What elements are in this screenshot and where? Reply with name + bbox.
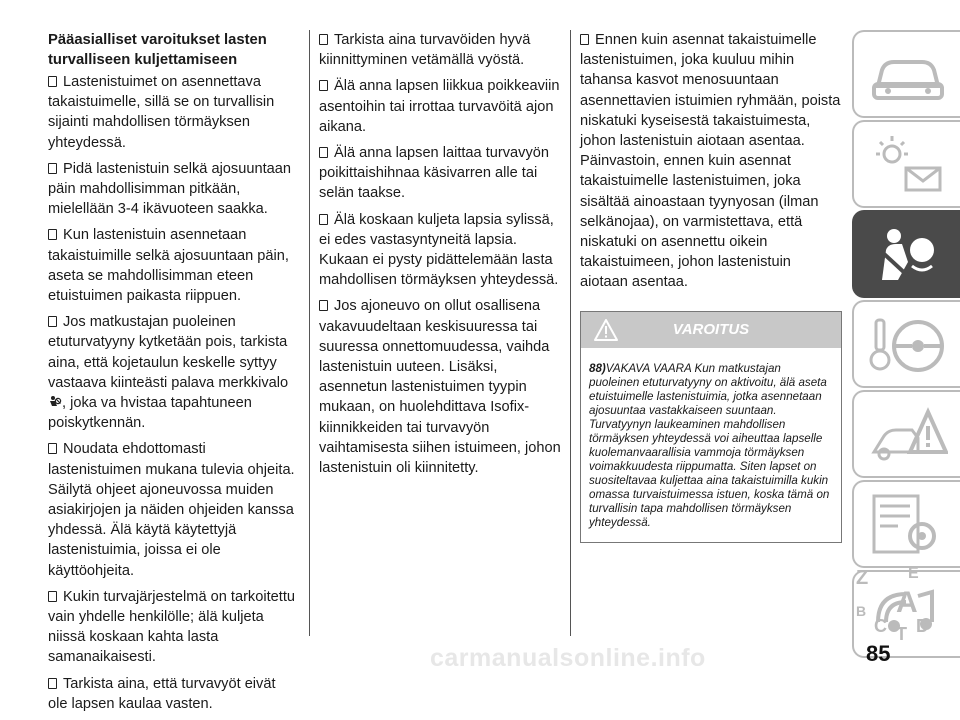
bullet-item: Tarkista aina turvavöiden hyvä kiinnittyminen vetämällä vyöstä. <box>319 32 531 69</box>
column-3 <box>580 30 842 543</box>
checkbox-bullet-icon <box>580 34 589 45</box>
maintenance-icon <box>868 492 948 558</box>
warning-header <box>581 312 841 348</box>
bullet-item: Kukin turvajärjestelmä on tarkoitettu vain yhdelle henkilölle; älä kuljeta niissä koskaan kahta lasta samanaikaisesti. <box>48 588 295 666</box>
bullet-item: Noudata ehdottomasti lastenistuimen mukana tulevia ohjeita. Säilytä ohjeet ajoneuvossa muiden asiakirjojen ja näiden ohjeiden kanssa yhdessä. Älä käytä käytettyjä lastenistuimia, joissa ei ole käyttöohjeita. <box>48 441 295 579</box>
index-letter: B <box>856 603 867 619</box>
watermark: carmanualsonline.info <box>430 644 706 672</box>
index-letter: Z <box>856 567 869 589</box>
tab-safety[interactable] <box>852 210 960 298</box>
warning-body <box>581 348 841 542</box>
warning-box <box>580 311 842 543</box>
warning-text: VAKAVA VAARA Kun matkustajan puoleinen etuturvatyyny on aktivoitu, älä aseta etuistuimelle lastenistuimia, jotka asennetaan ajosuuntaa vastakkaiseen suuntaan. Turvatyynyn laukeaminen mahdollisen törmäyksen yhteydessä voi aiheuttaa lapselle kuolemanvaarallisia vammoja törmäyksen voimakkuudesta riippumatta. Siten lapset on suositeltavaa kuljettaa aina takaistuimilla kukin omassa turvaistuimessa istuen, koska tämä on turvallisin tapa mahdollisen törmäyksen yhteydessä. <box>589 361 830 529</box>
index-letter: E <box>908 565 919 582</box>
page-number: 85 <box>866 641 891 666</box>
bullet-item: Ennen kuin asennat takaistuimelle lastenistuimen, joka kuuluu mihin tahansa kasvot menosuuntaan asennettavien istuimien ryhmään, poista niskatuki kyseisestä takaistuimesta, johon lastenistuin aiotaan asentaa. Päinvastoin, ennen kuin asennat takaistuimelle lastenistuimen, joka sisältää ainoastaan tyynyosan (ilman selkänojaa), on varmistettava, että niskatuki on asennettu oikein takaistuimeen, johon lastenistuin aiotaan asentaa. <box>580 32 841 291</box>
checkbox-bullet-icon <box>319 147 328 158</box>
checkbox-bullet-icon <box>319 34 328 45</box>
checkbox-bullet-icon <box>319 214 328 225</box>
warning-lights-icon <box>868 132 948 198</box>
key-steering-icon <box>868 312 948 378</box>
tab-dashboard-lights[interactable] <box>852 120 960 208</box>
tab-starting-driving[interactable] <box>852 300 960 388</box>
breakdown-triangle-icon <box>868 402 948 468</box>
checkbox-bullet-icon <box>319 80 328 91</box>
column-divider-1 <box>309 30 310 636</box>
bullet-item: Pidä lastenistuin selkä ajosuuntaan päin mahdollisimman pitkään, mielellään 3-4 ikävuoteen saakka. <box>48 160 291 218</box>
checkbox-bullet-icon <box>48 76 57 87</box>
checkbox-bullet-icon <box>48 163 57 174</box>
section-heading: Pääasialliset varoitukset lasten turvalliseen kuljettamiseen <box>48 32 267 68</box>
column-divider-2 <box>570 30 571 636</box>
tab-maintenance[interactable] <box>852 480 960 568</box>
checkbox-bullet-icon <box>48 229 57 240</box>
bullet-item: Kun lastenistuin asennetaan takaistuimille selkä ajosuuntaan päin, aseta se mahdollisimman eteen etuistuimen paikasta riippuen. <box>48 227 289 305</box>
airbag-off-warning-icon <box>48 395 62 409</box>
checkbox-bullet-icon <box>319 300 328 311</box>
column-2 <box>319 30 569 484</box>
index-tab[interactable] <box>852 560 960 640</box>
bullet-item: Jos ajoneuvo on ollut osallisena vakavuudeltaan keskisuuressa tai suuressa onnettomuudessa, vaihda lastenistuin uuteen. Lisäksi, asennetun lastenistuimen tyypin mukaan, on huolehdittava Isofix-kiinnikkeiden tai turvavyön vaihtamisesta siihen istuimeen, johon lastenistuin oli kiinnitetty. <box>319 298 561 477</box>
seatbelt-airbag-icon <box>868 222 948 288</box>
warning-title: VAROITUS <box>672 320 750 338</box>
index-alphabet-icon <box>852 560 960 640</box>
index-letter: C <box>874 616 887 636</box>
tab-vehicle[interactable] <box>852 30 960 118</box>
column-1 <box>48 30 298 720</box>
checkbox-bullet-icon <box>48 443 57 454</box>
index-letter: T <box>896 624 907 640</box>
bullet-item: Älä anna lapsen liikkua poikkeaviin asentoihin tai irrottaa turvavöitä ajon aikana. <box>319 78 560 135</box>
index-letter: A <box>896 586 918 619</box>
bullet-item: Jos matkustajan puoleinen etuturvatyyny kytketään pois, tarkista aina, että kojetaulun keskelle syttyy vastaava kiinteästi palava merkkivalo , joka va hvistaa tapahtuneen poiskytkennän. <box>48 314 289 432</box>
car-icon <box>868 42 948 108</box>
tab-emergency[interactable] <box>852 390 960 478</box>
index-letter: D <box>916 616 929 636</box>
bullet-item: Lastenistuimet on asennettava takaistuimelle, sillä se on turvallisin sijainti mahdollisen törmäyksen yhteydessä. <box>48 74 275 151</box>
checkbox-bullet-icon <box>48 591 57 602</box>
bullet-item: Tarkista aina, että turvavyöt eivät ole lapsen kaulaa vasten. <box>48 675 276 712</box>
checkbox-bullet-icon <box>48 316 57 327</box>
warning-triangle-icon <box>593 318 619 342</box>
checkbox-bullet-icon <box>48 678 57 689</box>
bullet-item: Älä anna lapsen laittaa turvavyön poikittaishihnaa käsivarren alle tai selän taakse. <box>319 145 549 202</box>
bullet-item: Älä koskaan kuljeta lapsia sylissä, ei edes vastasyntyneitä lapsia. Kukaan ei pysty pidättelemään lasta mahdollisen törmäyksen yhteydessä. <box>319 211 559 289</box>
warning-number: 88) <box>589 361 606 375</box>
